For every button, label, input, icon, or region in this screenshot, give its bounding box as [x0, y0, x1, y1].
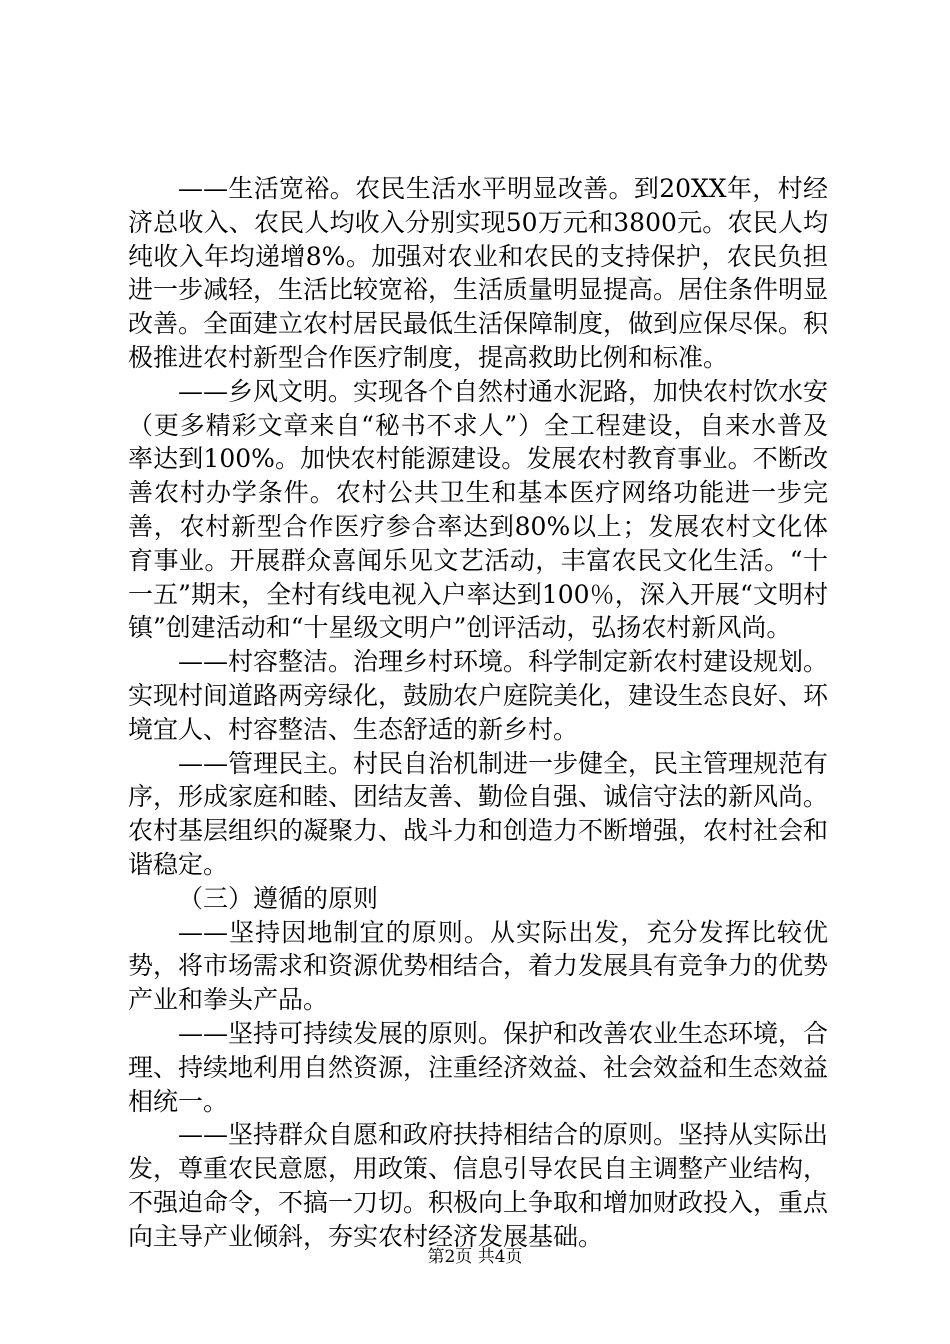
section-heading-principles: （三）遵循的原则	[178, 883, 379, 913]
paragraph-principle-voluntary-support: ——坚持群众自愿和政府扶持相结合的原则。坚持从实际出发，尊重农民意愿，用政策、信息引导农民自主调整产业结构，不强迫命令，不搞一刀切。积极向上争取和增加财政投入，重点向主导产业倾斜，夯实农村经济发展基础。	[128, 1120, 829, 1251]
document-body	[128, 172, 828, 1254]
paragraph-clean-village: ——村容整洁。治理乡村环境。科学制定新农村建设规划。实现村间道路两旁绿化，鼓励农户庭院美化，建设生态良好、环境宜人、村容整洁、生态舒适的新乡村。	[128, 647, 829, 744]
paragraph-principle-local-conditions: ——坚持因地制宜的原则。从实际出发，充分发挥比较优势，将市场需求和资源优势相结合，着力发展具有竞争力的优势产业和拳头产品。	[128, 917, 829, 1015]
page-number-footer: 第2页 共4页	[427, 1247, 523, 1267]
paragraph-principle-sustainable: ——坚持可持续发展的原则。保护和改善农业生态环境，合理、持续地利用自然资源，注重经济效益、社会效益和生态效益相统一。	[128, 1018, 829, 1116]
paragraph-democratic-management: ——管理民主。村民自治机制进一步健全，民主管理规范有序，形成家庭和睦、团结友善、勤俭自强、诚信守法的新风尚。农村基层组织的凝聚力、战斗力和创造力不断增强，农村社会和谐稳定。	[128, 748, 829, 879]
paragraph-civilized-customs: ——乡风文明。实现各个自然村通水泥路，加快农村饮水安（更多精彩文章来自“秘书不求人”）全工程建设，自来水普及率达到100%。加快农村能源建设。发展农村教育事业。不断改善农村办学条件。农村公共卫生和基本医疗网络功能进一步完善，农村新型合作医疗参合率达到80%以上；发展农村文化体育事业。开展群众喜闻乐见文艺活动，丰富农民文化生活。“十一五”期末，全村有线电视入户率达到100％，深入开展“文明村镇”创建活动和“十星级文明户”创评活动，弘扬农村新风尚。	[128, 376, 829, 643]
paragraph-prosperous-life: ——生活宽裕。农民生活水平明显改善。到20XX年，村经济总收入、农民人均收入分别实现50万元和3800元。农民人均纯收入年均递增8%。加强对农业和农民的支持保护，农民负担进一步减轻，生活比较宽裕，生活质量明显提高。居住条件明显改善。全面建立农村居民最低生活保障制度，做到应保尽保。积极推进农村新型合作医疗制度，提高救助比例和标准。	[128, 174, 829, 372]
